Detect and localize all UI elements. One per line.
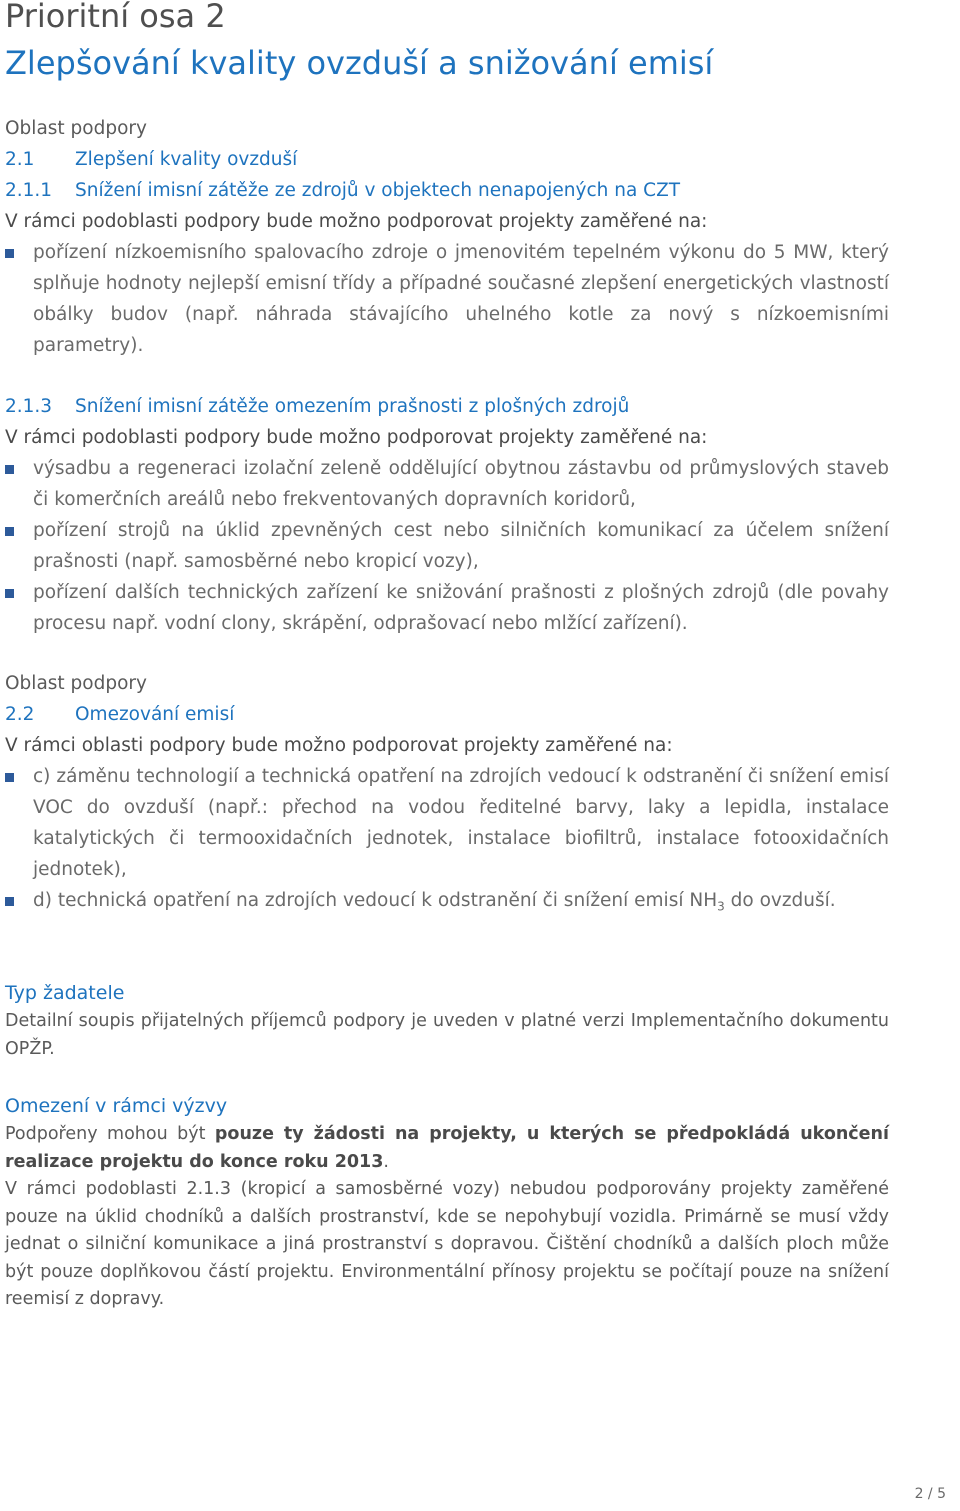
bullet-square-icon (5, 773, 14, 782)
list-item: pořízení dalších technických zařízení ke snižování prašnosti z plošných zdrojů (dle povahy procesu např. vodní clony, skrápění, odprašovací nebo mlžící zařízení). (5, 577, 889, 639)
area-2-1-header (5, 113, 889, 361)
list-item: pořízení strojů na úklid zpevněných cest nebo silničních komunikací za účelem snížení prašnosti (např. samosběrné nebo kropicí vozy), (5, 515, 889, 577)
call-restrictions-p2: V rámci podoblasti 2.1.3 (kropicí a samosběrné vozy) nebudou podporovány projekty zaměřené pouze na úklid chodníků a dalších prostranství, kde se nepohybují vozidla. Primárně se musí vždy jednat o silniční komunikace a jiná prostranství s dopravou. Čištění chodníků a dalších ploch může být pouze doplňkovou částí projektu. Environmentální přínosy projektu se počítají pouze na snížení reemisí z dopravy. (5, 1179, 889, 1309)
call-restrictions (5, 1091, 889, 1314)
subarea-name: Snížení imisní zátěže omezením prašnosti z plošných zdrojů (75, 396, 630, 417)
area-2-2-list (5, 761, 889, 923)
bullet-square-icon (5, 897, 14, 906)
area-number: 2.1 (5, 149, 35, 170)
list-item: d) technická opatření na zdrojích vedoucí k odstranění či snížení emisí $NH_3$ do ovzduší. (5, 885, 889, 923)
applicant-type (5, 978, 889, 1063)
subarea-2-1-3 (5, 391, 889, 639)
subarea-number: 2.1.1 (5, 180, 53, 201)
subarea-2-1-3-title (5, 391, 889, 422)
subarea-intro: V rámci podoblasti podpory bude možno podporovat projekty zaměřené na: (5, 427, 708, 448)
applicant-type-title: Typ žadatele (5, 982, 125, 1004)
subarea-name: Snížení imisní zátěže ze zdrojů v objektech nenapojených na CZT (75, 180, 681, 201)
axis-subtitle: Zlepšování kvality ovzduší a snižování emisí (5, 44, 714, 82)
list-item: pořízení nízkoemisního spalovacího zdroje o jmenovitém tepelném výkonu do 5 MW, který splňuje hodnoty nejlepší emisní třídy a případné současné zlepšení energetických vlastností obálky budov (např. náhrada stávajícího uhelného kotle za nový s nízkoemisními parametry). (5, 237, 889, 361)
area-title (5, 144, 889, 175)
page-number: 2 / 5 (914, 1486, 946, 1502)
subarea-2-1-1-list (5, 237, 889, 361)
subarea-2-1-1-title (5, 175, 889, 206)
list-item: výsadbu a regeneraci izolační zeleně oddělující obytnou zástavbu od průmyslových staveb či komerčních areálů nebo frekventovaných dopravních koridorů, (5, 453, 889, 515)
subarea-2-1-3-list (5, 453, 889, 639)
area-label: Oblast podpory (5, 118, 147, 139)
bullet-square-icon (5, 589, 14, 598)
bullet-square-icon (5, 249, 14, 258)
subarea-intro: V rámci podoblasti podpory bude možno podporovat projekty zaměřené na: (5, 211, 708, 232)
bullet-square-icon (5, 465, 14, 474)
area-label: Oblast podpory (5, 673, 147, 694)
subarea-number: 2.1.3 (5, 396, 53, 417)
axis-title: Prioritní osa 2 (5, 0, 226, 35)
area-title (5, 699, 889, 730)
area-2-2 (5, 668, 889, 923)
area-intro: V rámci oblasti podpory bude možno podporovat projekty zaměřené na: (5, 735, 673, 756)
list-item: c) záměnu technologií a technická opatření na zdrojích vedoucí k odstranění či snížení emisí VOC do ovzduší (např.: přechod na vodou ředitelné barvy, laky a lepidla, instalace katalytických či termooxidačních jednotek, instalace biofiltrů, instalace fotooxidačních jednotek), (5, 761, 889, 885)
area-number: 2.2 (5, 704, 35, 725)
area-name: Zlepšení kvality ovzduší (75, 149, 298, 170)
bullet-square-icon (5, 527, 14, 536)
call-restrictions-title: Omezení v rámci výzvy (5, 1095, 228, 1117)
call-restrictions-p1: Podpořeny mohou být pouze ty žádosti na projekty, u kterých se předpokládá ukončení realizace projektu do konce roku 2013. (5, 1124, 889, 1172)
applicant-type-text: Detailní soupis přijatelných příjemců podpory je uveden v platné verzi Implementačního dokumentu OPŽP. (5, 1011, 889, 1059)
area-name: Omezování emisí (75, 704, 235, 725)
